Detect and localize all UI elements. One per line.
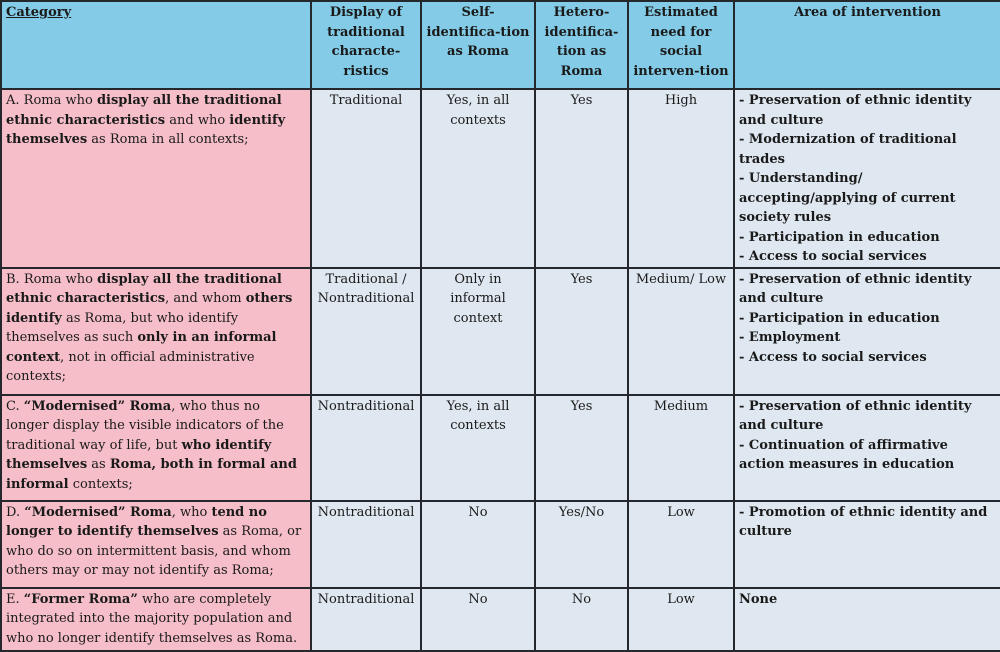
- area-of-intervention-cell: [734, 395, 1000, 501]
- category-text: , who thus no longer display the visible indicators of the traditional way of life, but: [6, 398, 284, 453]
- display-cell: Traditional: [311, 89, 421, 268]
- category-text: C.: [6, 398, 24, 414]
- category-text: and who: [165, 112, 230, 128]
- intervention-item: - Access to social services: [739, 349, 927, 365]
- intervention-item: - Preservation of ethnic identity and culture: [739, 271, 972, 306]
- header-estimated-need: Estimated need for social interven-tion: [628, 1, 734, 89]
- category-text-emphasis: Roma, both in formal and informal: [6, 457, 297, 492]
- area-of-intervention-cell: [734, 501, 1000, 588]
- intervention-item: - Promotion of ethnic identity and culture: [739, 504, 988, 539]
- category-text-emphasis: “Former Roma”: [23, 591, 138, 607]
- category-text-emphasis: display all the traditional ethnic characteristics: [6, 271, 282, 306]
- category-text-emphasis: tend no longer to identify themselves: [6, 504, 267, 539]
- hetero-identification-cell: No: [535, 588, 628, 651]
- category-cell: [1, 588, 311, 651]
- intervention-item: - Participation in education: [739, 229, 940, 245]
- category-text: , and whom: [165, 291, 246, 306]
- table-row: [1, 89, 1000, 268]
- display-cell: Nontraditional: [311, 588, 421, 651]
- intervention-item: - Participation in education: [739, 310, 940, 326]
- display-cell: Nontraditional: [311, 501, 421, 588]
- category-text: as Roma, but who identify themselves as such: [6, 310, 239, 345]
- category-text: A. Roma who: [6, 93, 97, 108]
- header-row: [1, 1, 1000, 89]
- hetero-identification-cell: Yes: [535, 268, 628, 395]
- category-text-emphasis: others identify: [6, 291, 293, 326]
- intervention-item: - Modernization of traditional trades: [739, 132, 957, 167]
- category-text: B. Roma who: [6, 271, 98, 287]
- category-cell: [1, 268, 311, 395]
- header-category: Category: [1, 1, 311, 89]
- hetero-identification-cell: Yes: [535, 89, 628, 268]
- display-cell: Nontraditional: [311, 395, 421, 501]
- area-of-intervention-cell: [734, 89, 1000, 268]
- table-row: [1, 395, 1000, 501]
- category-cell: [1, 501, 311, 588]
- area-of-intervention-cell: [734, 588, 1000, 651]
- category-text-emphasis: identify themselves: [6, 112, 286, 147]
- intervention-item: - Access to social services: [739, 249, 927, 264]
- category-text: , who: [171, 504, 212, 520]
- area-of-intervention-cell: [734, 268, 1000, 395]
- category-cell: [1, 395, 311, 501]
- self-identification-cell: Only in informal context: [421, 268, 535, 395]
- category-text: , not in official administrative contexts;: [6, 349, 255, 384]
- intervention-item: - Continuation of affirmative action measures in education: [739, 437, 955, 472]
- estimated-need-cell: Medium/ Low: [628, 268, 734, 395]
- category-text: E.: [6, 591, 24, 607]
- hetero-identification-cell: Yes/No: [535, 501, 628, 588]
- category-text: D.: [6, 504, 25, 520]
- category-text-emphasis: only in an informal context: [6, 330, 277, 365]
- category-text: as Roma in all contexts;: [87, 132, 249, 147]
- category-text: contexts;: [68, 476, 133, 492]
- intervention-item: - Understanding/ accepting/applying of current society rules: [739, 171, 956, 225]
- estimated-need-cell: High: [628, 89, 734, 268]
- category-text-emphasis: “Modernised” Roma: [23, 398, 172, 414]
- intervention-item: - Preservation of ethnic identity and culture: [739, 398, 972, 433]
- table-row: [1, 588, 1000, 651]
- category-text: who are completely integrated into the majority population and who no longer identify themselves as Roma.: [6, 591, 298, 646]
- intervention-item: - Employment: [739, 330, 841, 345]
- estimated-need-cell: Low: [628, 588, 734, 651]
- intervention-item: - Preservation of ethnic identity and culture: [739, 93, 972, 128]
- category-text-emphasis: display all the traditional ethnic characteristics: [6, 93, 282, 128]
- estimated-need-cell: Low: [628, 501, 734, 588]
- header-area-of-intervention: Area of intervention: [734, 1, 1000, 89]
- self-identification-cell: No: [421, 588, 535, 651]
- category-cell: [1, 89, 311, 268]
- hetero-identification-cell: Yes: [535, 395, 628, 501]
- category-text-emphasis: “Modernised” Roma: [24, 504, 172, 520]
- header-display: Display of traditional characte-ristics: [311, 1, 421, 89]
- category-text-emphasis: who identify themselves: [6, 437, 272, 472]
- display-cell: Traditional / Nontraditional: [311, 268, 421, 395]
- intervention-item: None: [739, 591, 778, 607]
- self-identification-cell: No: [421, 501, 535, 588]
- category-text: as: [87, 457, 110, 472]
- table-row: [1, 501, 1000, 588]
- self-identification-cell: Yes, in all contexts: [421, 89, 535, 268]
- category-text: as Roma, or who do so on intermittent basis, and whom others may or may not identify as Roma;: [6, 524, 302, 578]
- table-row: [1, 268, 1000, 395]
- estimated-need-cell: Medium: [628, 395, 734, 501]
- header-self-identification: Self-identifica-tion as Roma: [421, 1, 535, 89]
- self-identification-cell: Yes, in all contexts: [421, 395, 535, 501]
- header-hetero-identification: Hetero-identifica-tion as Roma: [535, 1, 628, 89]
